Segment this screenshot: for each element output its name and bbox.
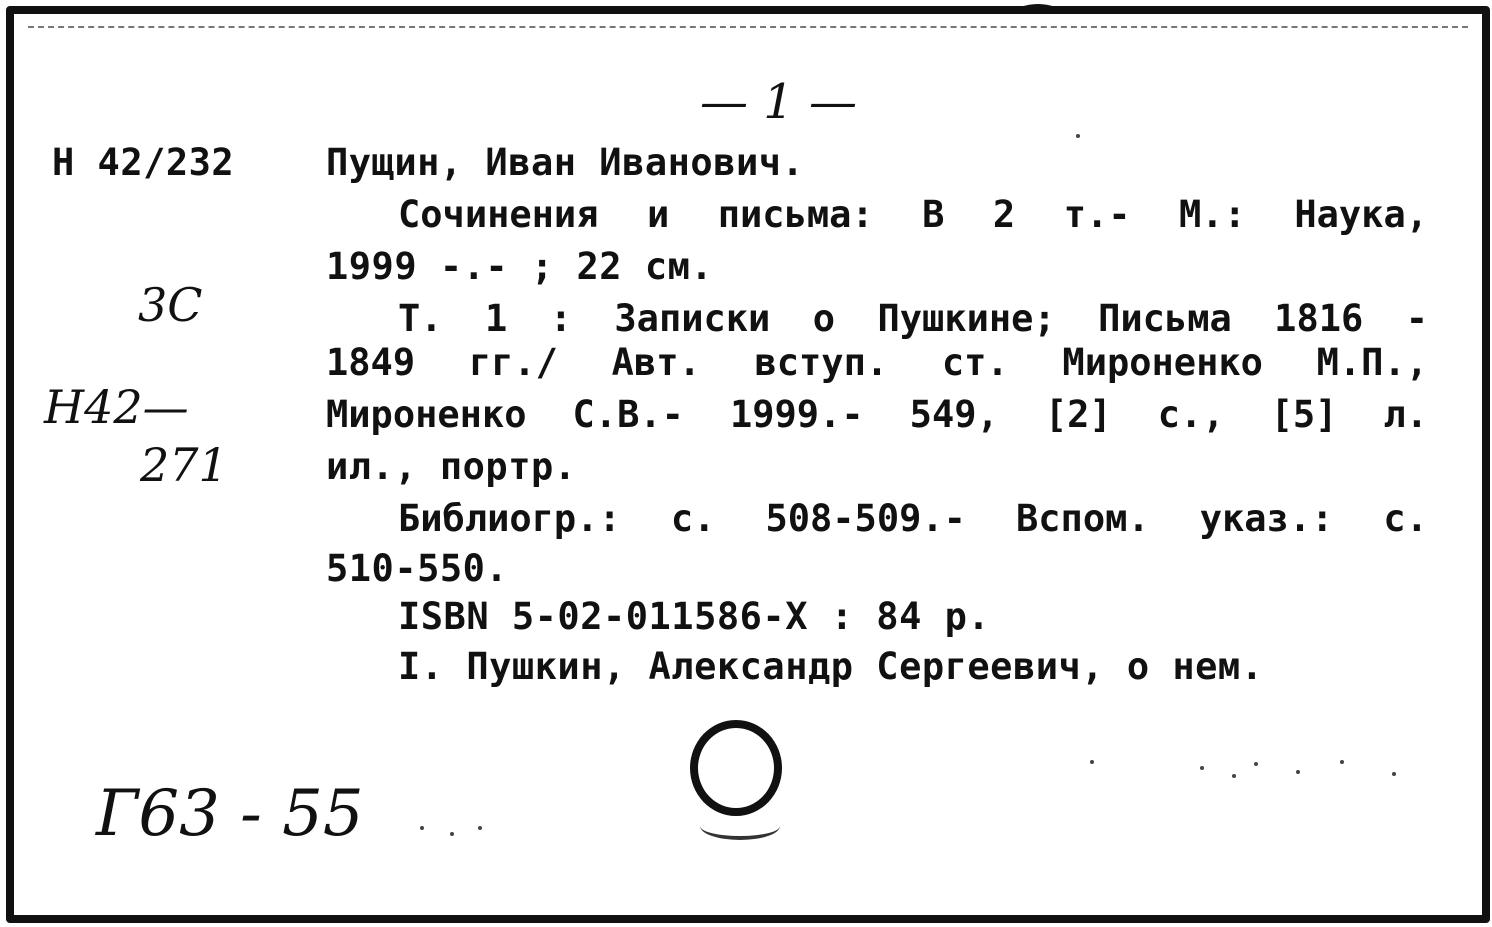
top-pen-scribble: [1015, 4, 1061, 24]
speck: [1296, 770, 1300, 774]
entry-imprint-line: 1999 -.- ; 22 см.: [326, 245, 714, 288]
handwritten-mark-3c: 3С: [138, 278, 203, 332]
handwritten-mark-n42: Н42—: [44, 380, 189, 434]
speck: [1232, 774, 1236, 778]
round-stamp: [690, 720, 782, 816]
page-number: — 1 —: [700, 74, 858, 130]
speck: [1200, 766, 1204, 770]
entry-title-line: Сочинения и письма: В 2 т.- М.: Наука,: [398, 193, 1428, 236]
entry-isbn-line: ISBN 5-02-011586-Х : 84 р.: [398, 595, 991, 638]
entry-bibliography-line: Библиогр.: с. 508-509.- Вспом. указ.: с.: [398, 497, 1428, 540]
speck: [1076, 134, 1080, 138]
speck: [1254, 762, 1258, 766]
entry-author: Пущин, Иван Иванович.: [326, 141, 805, 184]
speck: [478, 826, 482, 830]
stamp-smudge: [700, 812, 780, 840]
entry-volume-line: Т. 1 : Записки о Пушкине; Письма 1816 -: [398, 297, 1428, 340]
call-number: Н 42/232: [52, 141, 235, 184]
entry-illustrations-line: ил., портр.: [326, 445, 577, 488]
card-top-dashed-line: [28, 26, 1468, 28]
speck: [1392, 772, 1396, 776]
entry-bibliography-line-2: 510-550.: [326, 547, 509, 590]
speck: [450, 832, 454, 836]
handwritten-mark-g63-55: Г63 - 55: [96, 777, 364, 851]
entry-subject-line: I. Пушкин, Александр Сергеевич, о нем.: [398, 645, 1264, 688]
handwritten-mark-271: 271: [140, 438, 228, 492]
entry-volume-line-2: 1849 гг./ Авт. вступ. ст. Мироненко М.П.,: [326, 341, 1428, 384]
entry-pagination-line: Мироненко С.В.- 1999.- 549, [2] с., [5] л.: [326, 393, 1428, 436]
speck: [420, 826, 424, 830]
speck: [1090, 760, 1094, 764]
speck: [1340, 760, 1344, 764]
